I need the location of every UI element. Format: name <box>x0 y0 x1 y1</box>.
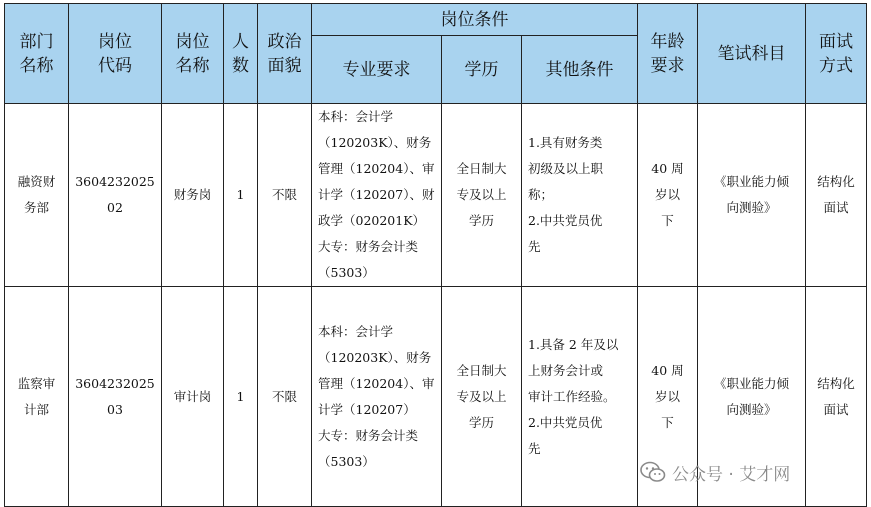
cell-education: 全日制大 专及以上 学历 <box>442 104 522 287</box>
header-row-top <box>5 4 867 36</box>
cell-major: 本科：会计学 （120203K）、财务 管理（120204）、审 计学（120207）、财 政学（020201K） 大专：财务会计类 （5303） <box>312 104 442 287</box>
cell-code: 3604232025 03 <box>69 287 162 507</box>
cell-dept: 监察审 计部 <box>5 287 69 507</box>
header-post-code: 岗位 代码 <box>69 4 162 104</box>
cell-interview: 结构化 面试 <box>806 104 867 287</box>
header-conditions-group: 岗位条件 <box>312 4 638 36</box>
cell-count: 1 <box>224 287 258 507</box>
header-age: 年龄 要求 <box>638 4 698 104</box>
cell-post: 审计岗 <box>162 287 224 507</box>
cell-education: 全日制大 专及以上 学历 <box>442 287 522 507</box>
cell-age: 40 周 岁以 下 <box>638 287 698 507</box>
cell-code: 3604232025 02 <box>69 104 162 287</box>
cell-age: 40 周 岁以 下 <box>638 104 698 287</box>
cell-major: 本科：会计学 （120203K）、财务 管理（120204）、审 计学（120207） 大专：财务会计类 （5303） <box>312 287 442 507</box>
header-dept-name: 部门 名称 <box>5 4 69 104</box>
cell-exam: 《职业能力倾 向测验》 <box>698 287 806 507</box>
cell-other: 1.具有财务类 初级及以上职 称； 2.中共党员优 先 <box>522 104 638 287</box>
header-major: 专业要求 <box>312 36 442 104</box>
header-written-exam: 笔试科目 <box>698 4 806 104</box>
cell-political: 不限 <box>258 104 312 287</box>
cell-post: 财务岗 <box>162 104 224 287</box>
header-post-name: 岗位 名称 <box>162 4 224 104</box>
cell-other: 1.具备 2 年及以 上财务会计或 审计工作经验。 2.中共党员优 先 <box>522 287 638 507</box>
wechat-icon <box>640 461 666 483</box>
table-row <box>5 104 867 287</box>
watermark-text: 公众号 · 艾才网 <box>672 464 791 485</box>
header-interview: 面试 方式 <box>806 4 867 104</box>
job-positions-table <box>4 3 867 507</box>
cell-political: 不限 <box>258 287 312 507</box>
header-headcount: 人 数 <box>224 4 258 104</box>
cell-exam: 《职业能力倾 向测验》 <box>698 104 806 287</box>
cell-interview: 结构化 面试 <box>806 287 867 507</box>
header-other: 其他条件 <box>522 36 638 104</box>
watermark <box>640 458 850 486</box>
header-education: 学历 <box>442 36 522 104</box>
header-political: 政治 面貌 <box>258 4 312 104</box>
cell-count: 1 <box>224 104 258 287</box>
cell-dept: 融资财 务部 <box>5 104 69 287</box>
